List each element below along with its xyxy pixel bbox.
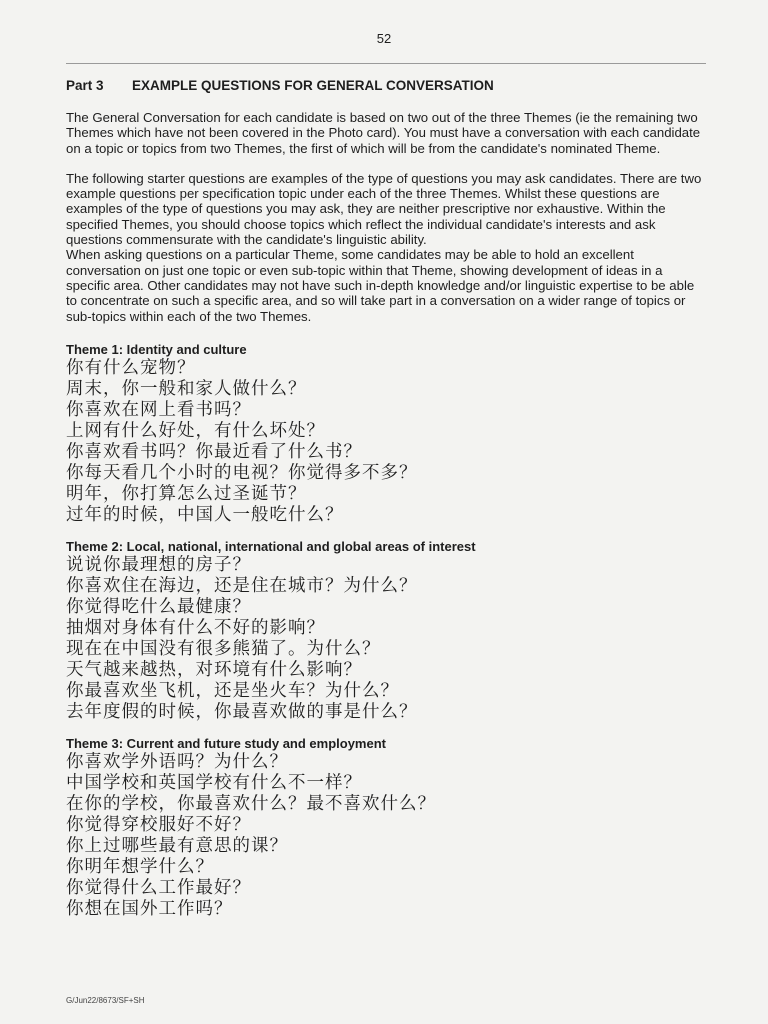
question-item: 你有什么宠物？: [66, 357, 196, 378]
question-item: 过年的时候，中国人一般吃什么？: [66, 504, 344, 525]
question-item: 上网有什么好处，有什么坏处？: [66, 420, 325, 441]
theme-2-heading: Theme 2: Local, national, international and global areas of interest: [66, 538, 476, 554]
question-item: 说说你最理想的房子？: [66, 554, 251, 575]
question-item: 抽烟对身体有什么不好的影响？: [66, 617, 325, 638]
starter-questions-paragraph: The following starter questions are examples of the type of questions you may ask candidates. There are two example questions per specification topic under each of the three Themes. Whilst these questions are examples of the type of questions you may ask, they are neither prescriptive nor exhaustive. Within the specified Themes, you should choose topics which reflect the individual candidate's interests and ask questions commensurate with the candidate's linguistic ability.: [66, 170, 702, 248]
question-item: 你上过哪些最有意思的课？: [66, 835, 288, 856]
question-item: 你每天看几个小时的电视？你觉得多不多？: [66, 462, 418, 483]
question-item: 你最喜欢坐飞机，还是坐火车？为什么？: [66, 680, 399, 701]
question-item: 你喜欢住在海边，还是住在城市？为什么？: [66, 575, 418, 596]
footer-code: G/Jun22/8673/SF+SH: [66, 996, 145, 1005]
theme-depth-paragraph: When asking questions on a particular Theme, some candidates may be able to hold an excellent conversation on just one topic or even sub-topic within that Theme, showing development of ideas in a specific area. Other candidates may not have such in-depth knowledge and/or linguistic expertise to be able to concentrate on such a specific area, and so will take part in a conversation on a wider range of topics or sub-topics within each of the two Themes.: [66, 247, 695, 324]
question-item: 你喜欢看书吗？你最近看了什么书？: [66, 441, 362, 462]
question-item: 你觉得穿校服好不好？: [66, 814, 251, 835]
header-rule: [66, 63, 706, 64]
part-heading: [66, 78, 706, 93]
theme-1-questions: [66, 358, 706, 526]
part-label: Part 3: [66, 78, 104, 93]
question-item: 天气越来越热，对环境有什么影响？: [66, 659, 362, 680]
question-item: 你觉得吃什么最健康？: [66, 596, 251, 617]
intro-paragraph: The General Conversation for each candidate is based on two out of the three Themes (ie the remaining two Themes which have not been covered in the Photo card). You must have a conversation with each candidate on a topic or topics from two Themes, the first of which will be from the candidate's nominated Theme.: [66, 110, 701, 156]
question-item: 中国学校和英国学校有什么不一样？: [66, 772, 362, 793]
question-item: 你喜欢在网上看书吗？: [66, 399, 251, 420]
question-item: 现在在中国没有很多熊猫了。为什么？: [66, 638, 381, 659]
question-item: 你觉得什么工作最好？: [66, 877, 251, 898]
theme-3-heading: Theme 3: Current and future study and employment: [66, 735, 386, 751]
part-title: EXAMPLE QUESTIONS FOR GENERAL CONVERSATION: [132, 78, 494, 93]
page-content: [66, 78, 706, 933]
question-item: 你想在国外工作吗？: [66, 898, 233, 919]
question-item: 周末，你一般和家人做什么？: [66, 378, 307, 399]
theme-1-heading: Theme 1: Identity and culture: [66, 341, 247, 357]
question-item: 明年，你打算怎么过圣诞节？: [66, 483, 307, 504]
theme-2-questions: [66, 555, 706, 723]
question-item: 你明年想学什么？: [66, 856, 214, 877]
question-item: 去年度假的时候，你最喜欢做的事是什么？: [66, 701, 418, 722]
question-item: 你喜欢学外语吗？为什么？: [66, 751, 288, 772]
question-item: 在你的学校，你最喜欢什么？最不喜欢什么？: [66, 793, 436, 814]
theme-3-questions: [66, 752, 706, 920]
page-number: 52: [376, 31, 392, 46]
